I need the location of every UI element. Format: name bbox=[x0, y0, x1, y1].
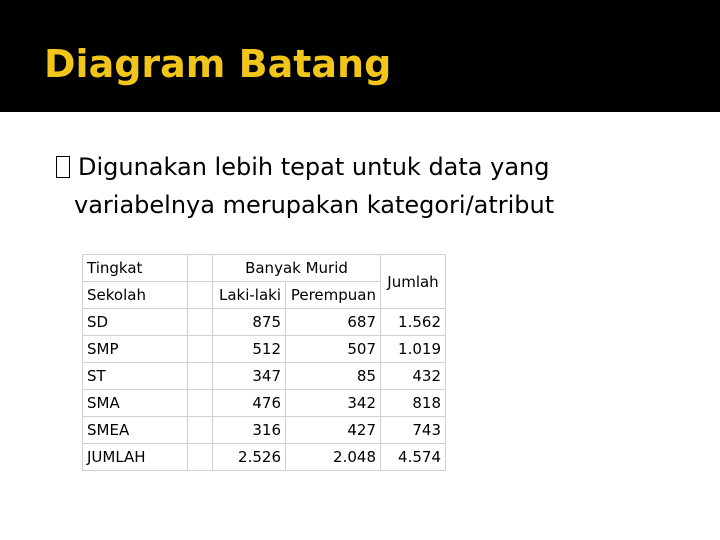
row-perempuan: 2.048 bbox=[286, 444, 381, 471]
row-jumlah: 1.562 bbox=[381, 309, 446, 336]
header-banyak-murid: Banyak Murid bbox=[213, 255, 381, 282]
row-name: ST bbox=[83, 363, 188, 390]
row-laki: 512 bbox=[213, 336, 286, 363]
row-name: SD bbox=[83, 309, 188, 336]
header-laki: Laki-laki bbox=[213, 282, 286, 309]
header-jumlah: Jumlah bbox=[381, 255, 446, 309]
row-name: SMA bbox=[83, 390, 188, 417]
row-name: JUMLAH bbox=[83, 444, 188, 471]
row-perempuan: 85 bbox=[286, 363, 381, 390]
table-row bbox=[83, 390, 446, 417]
header-tingkat: Tingkat bbox=[83, 255, 188, 282]
row-name: SMEA bbox=[83, 417, 188, 444]
table-header-row bbox=[83, 255, 446, 282]
row-name: SMP bbox=[83, 336, 188, 363]
row-perempuan: 507 bbox=[286, 336, 381, 363]
table-row bbox=[83, 363, 446, 390]
header-perempuan: Perempuan bbox=[286, 282, 381, 309]
row-laki: 875 bbox=[213, 309, 286, 336]
student-table bbox=[82, 254, 446, 471]
row-jumlah: 818 bbox=[381, 390, 446, 417]
row-perempuan: 687 bbox=[286, 309, 381, 336]
bullet-text-line2: variabelnya merupakan kategori/atribut bbox=[74, 191, 555, 219]
title-bar bbox=[0, 0, 720, 112]
header-sekolah: Sekolah bbox=[83, 282, 188, 309]
table-total-row bbox=[83, 444, 446, 471]
table-row bbox=[83, 309, 446, 336]
row-jumlah: 432 bbox=[381, 363, 446, 390]
row-laki: 347 bbox=[213, 363, 286, 390]
table-row bbox=[83, 417, 446, 444]
row-jumlah: 4.574 bbox=[381, 444, 446, 471]
row-jumlah: 1.019 bbox=[381, 336, 446, 363]
bullet-point bbox=[56, 148, 696, 224]
row-laki: 316 bbox=[213, 417, 286, 444]
row-jumlah: 743 bbox=[381, 417, 446, 444]
row-perempuan: 342 bbox=[286, 390, 381, 417]
table-row bbox=[83, 336, 446, 363]
row-laki: 476 bbox=[213, 390, 286, 417]
slide-title: Diagram Batang bbox=[44, 42, 392, 86]
row-perempuan: 427 bbox=[286, 417, 381, 444]
row-laki: 2.526 bbox=[213, 444, 286, 471]
bullet-text-line1: Digunakan lebih tepat untuk data yang bbox=[78, 153, 550, 181]
bullet-box-icon bbox=[56, 156, 70, 178]
